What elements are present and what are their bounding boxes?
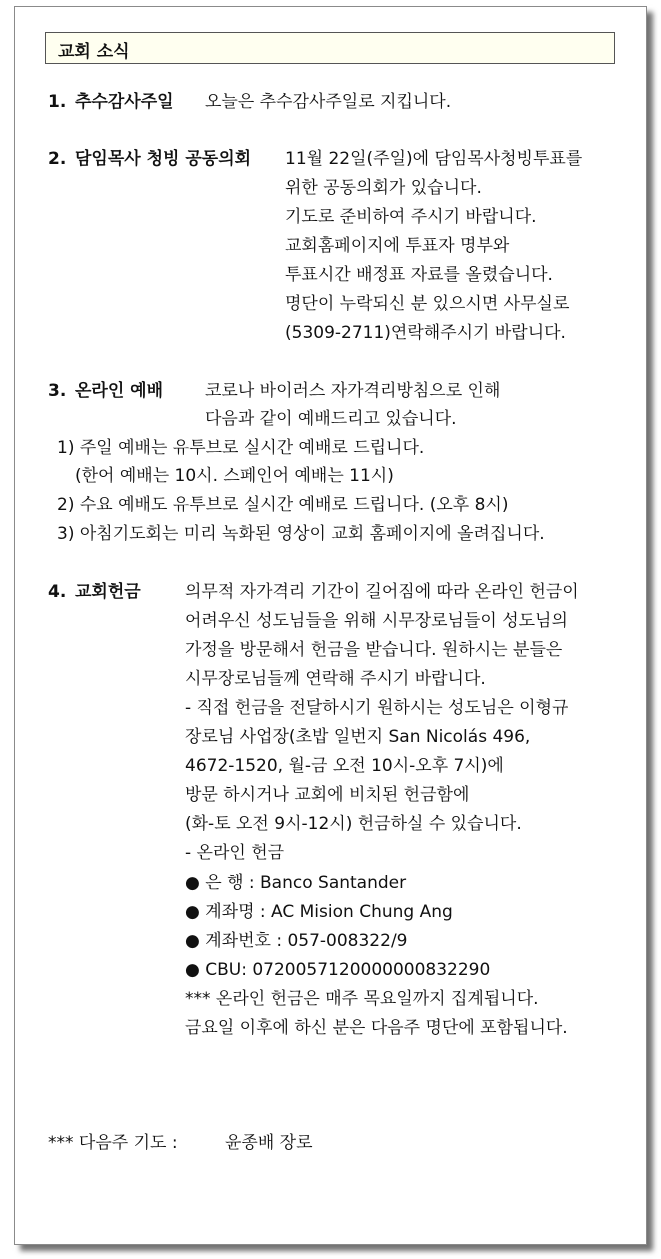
s4-line: - 온라인 헌금: [185, 843, 285, 863]
s3-item: 2) 수요 예배도 유투브로 실시간 예배로 드립니다. (오후 8시): [57, 495, 509, 515]
s4-line: - 직접 헌금을 전달하시기 원하시는 성도님은 이형규: [185, 698, 569, 718]
s2-line: 명단이 누락되신 분 있으시면 사무실로: [285, 294, 570, 314]
s4-account-number-line: ● 계좌번호 : 057-008322/9: [185, 931, 408, 951]
s3-item: (한어 예배는 10시. 스페인어 예배는 11시): [75, 466, 394, 486]
s3-item: 3) 아침기도회는 미리 녹화된 영상이 교회 홈페이지에 올려집니다.: [57, 524, 545, 544]
s4-line: 장로님 사업장(초밥 일번지 San Nicolás 496,: [185, 727, 531, 747]
s2-line: (5309-2711)연락해주시기 바랍니다.: [285, 323, 566, 343]
s1-text: 오늘은 추수감사주일로 지킵니다.: [205, 92, 452, 112]
s1-number: 1.: [48, 92, 67, 112]
s2-title: 담임목사 청빙 공동의회: [75, 149, 252, 169]
s4-bank-line: ● 은 행 : Banco Santander: [185, 873, 407, 893]
s4-number: 4.: [48, 582, 67, 602]
s1-title: 추수감사주일: [75, 92, 174, 112]
header-title: 교회 소식: [58, 42, 130, 62]
s4-line: 4672-1520, 월-금 오전 10시-오후 7시)에: [185, 756, 504, 776]
s4-line: 의무적 자가격리 기간이 길어짐에 따라 온라인 헌금이: [185, 582, 579, 602]
s2-line: 투표시간 배정표 자료를 올렸습니다.: [285, 265, 553, 285]
footer-name: 윤종배 장로: [225, 1133, 313, 1153]
s2-line: 교회홈페이지에 투표자 명부와: [285, 236, 510, 256]
s2-line: 기도로 준비하여 주시기 바랍니다.: [285, 207, 537, 227]
s2-line: 위한 공동의회가 있습니다.: [285, 178, 482, 198]
s3-number: 3.: [48, 381, 67, 401]
s2-number: 2.: [48, 149, 67, 169]
s2-line: 11월 22일(주일)에 담임목사청빙투표를: [285, 149, 583, 169]
footer-label: *** 다음주 기도 :: [48, 1133, 178, 1153]
s4-note-line: *** 온라인 헌금은 매주 목요일까지 집계됩니다.: [185, 989, 539, 1009]
s4-line: 시무장로님들께 연락해 주시기 바랍니다.: [185, 669, 486, 689]
s4-title: 교회헌금: [75, 582, 141, 602]
s4-line: 어려우신 성도님들을 위해 시무장로님들이 성도님의: [185, 611, 568, 631]
s4-note-line: 금요일 이후에 하신 분은 다음주 명단에 포함됩니다.: [185, 1018, 568, 1038]
s4-line: 가정을 방문해서 헌금을 받습니다. 원하시는 분들은: [185, 640, 563, 660]
s4-line: (화-토 오전 9시-12시) 헌금하실 수 있습니다.: [185, 814, 522, 834]
s3-title: 온라인 예배: [75, 381, 164, 401]
s4-line: 방문 하시거나 교회에 비치된 헌금함에: [185, 785, 470, 805]
s3-line: 다음과 같이 예배드리고 있습니다.: [205, 409, 457, 429]
s4-account-name-line: ● 계좌명 : AC Mision Chung Ang: [185, 902, 453, 922]
s4-cbu-line: ● CBU: 0720057120000000832290: [185, 960, 491, 980]
bulletin-page: [14, 6, 647, 1245]
s3-item: 1) 주일 예배는 유투브로 실시간 예배로 드립니다.: [57, 438, 425, 458]
s3-line: 코로나 바이러스 자가격리방침으로 인해: [205, 381, 501, 401]
section-header: [45, 32, 615, 64]
